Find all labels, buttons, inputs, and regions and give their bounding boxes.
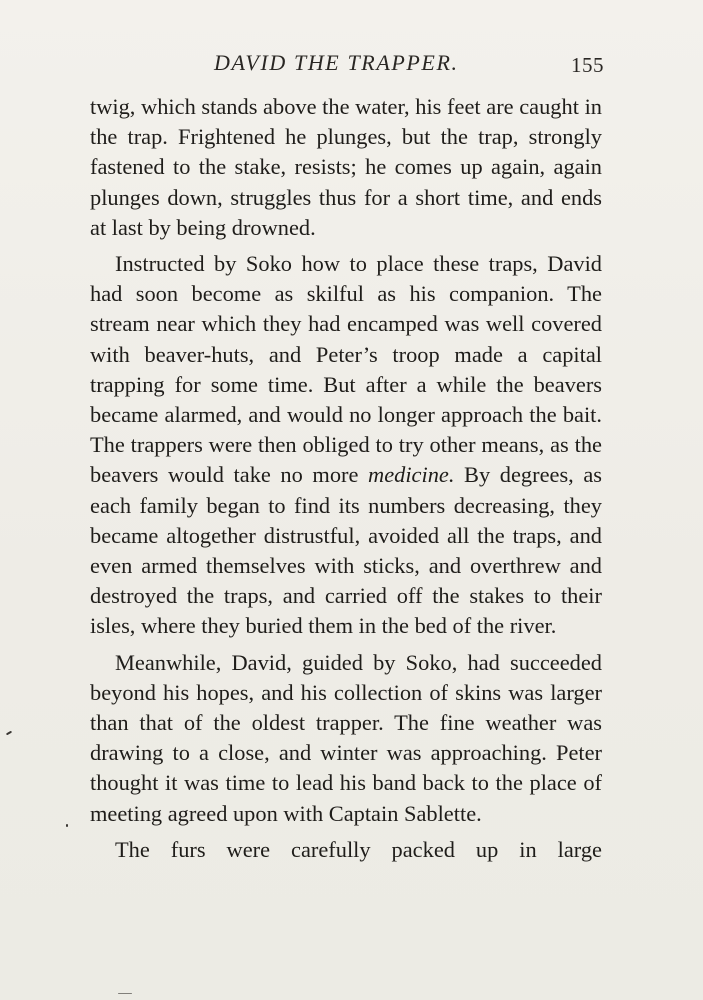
emphasis-medicine: medicine. [368,462,455,488]
paragraph-3 [90,648,602,829]
paragraph-3-text: Meanwhile, David, guided by Soko, had succeeded beyond his hopes, and his collection of skins was larger than that of the oldest trapper. The fine weather was drawing to a close, and winter was approaching. Peter thought it was time to lead his band back to the place of meeting agreed upon with Captain Sablette. [90,649,602,826]
paragraph-4 [90,835,602,865]
paragraph-2-text-start: Instructed by Soko how to place these traps, David had soon become as skilful as his companion. The stream near which they had encamped was well covered with beaver-huts, and Peter’s troop made a capital trapping for some time. But after a while the beavers became alarmed, and would no longer approach the bait. The trappers were then obliged to try other means, as the beavers would take no more [90,251,602,488]
running-title: DAVID THE TRAPPER. [214,50,459,75]
paragraph-2-text-end: By degrees, as each family began to find its numbers decreasing, they became altogether distrustful, avoided all the traps, and even armed themselves with sticks, and overthrew and destroyed the traps, and carried off the stakes to their isles, where they buried them in the bed of the river. [90,462,602,639]
page-number: 155 [571,53,604,77]
footer-speck [118,993,132,994]
body-text [90,92,602,865]
paragraph-2 [90,249,602,642]
paragraph-1 [90,92,602,243]
margin-speck [66,824,68,827]
running-head [0,48,703,78]
paragraph-1-text: twig, which stands above the water, his feet are caught in the trap. Frightened he plunges, but the trap, strongly fastened to the stake, resists; he comes up again, again plunges down, struggles thus for a short time, and ends at last by being drowned. [90,94,602,240]
paragraph-4-text: The furs were carefully packed up in large [115,836,602,862]
margin-mark [6,731,12,736]
